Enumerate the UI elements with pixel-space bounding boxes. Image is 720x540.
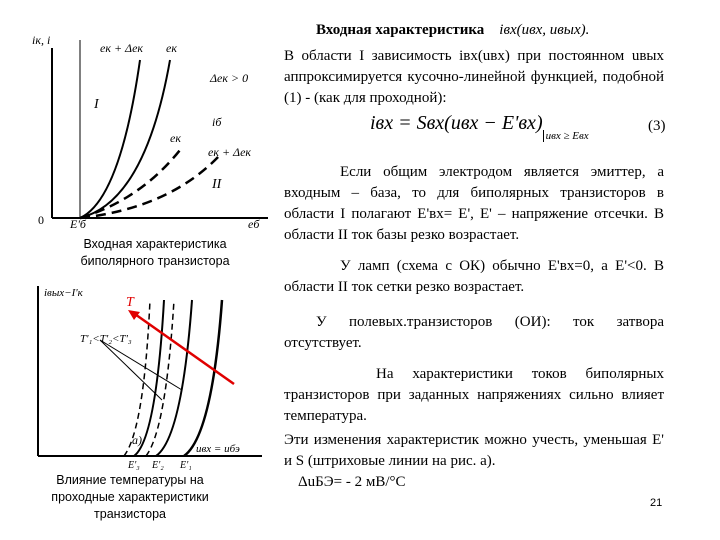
fig1-lbl-ek: eк [166, 41, 177, 55]
fig1-caption [40, 236, 270, 270]
fig1-e0: E'б [70, 217, 86, 230]
fig2-lbl-T: T [126, 295, 134, 310]
fig1-lbl-I: I [94, 97, 99, 112]
fig2-caption-line2: проходные характеристики [51, 490, 209, 504]
fig1-axis-y: iк, i [32, 33, 51, 47]
formula-number: (3) [648, 118, 666, 134]
para-2: Если общим электродом является эмиттер, а входным – база, то для биполярных транзисторов в области I полагают E'вх= E', E' – напряжение отсечки. В области II ток базы резко возрастает. [284, 164, 664, 243]
fig1-origin: 0 [38, 213, 44, 227]
title-formula: iвх(uвх, uвых). [499, 22, 590, 38]
fig1-lbl-ek-de: eк + Δeк [100, 41, 144, 55]
fig1-lbl-ib: iб [212, 115, 222, 129]
fig1-lbl-ek-de2: eк + Δeк [208, 145, 252, 159]
para-1: В области I зависимость iвх(uвх) при постоянном uвых аппроксимируется кусочно-линейной функцией, подобной (1) - (как для проходной): [284, 48, 664, 106]
page-number: 21 [650, 497, 663, 509]
fig2-lbl-e2: E'₂ [152, 460, 164, 470]
fig2-axis-x: uвх = uбэ [196, 443, 240, 455]
para-5: На характеристики токов биполярных транзисторов при заданных напряжениях сильно влияет температура. [284, 366, 664, 424]
fig2-caption [30, 472, 230, 523]
fig2-axis-y: iвых−I'к [44, 287, 83, 299]
fig1-caption-line1: Входная характеристика [83, 237, 227, 251]
fig1-lbl-ek2: eк [170, 131, 181, 145]
title-bold: Входная характеристика [316, 22, 485, 38]
fig1-caption-line2: биполярного транзистора [80, 254, 230, 268]
fig2-lbl-e1: E'₁ [180, 460, 192, 470]
fig2-caption-line1: Влияние температуры на [56, 473, 204, 487]
formula-main [370, 112, 589, 142]
para-6: Эти изменения характеристик можно учесть, уменьшая E' и S (штриховые линии на рис. а). [284, 432, 664, 469]
formula-cond: uвх ≥ Eвх [543, 130, 589, 142]
para-7: ΔuБЭ= - 2 мВ/°С [298, 474, 406, 490]
temp-pointer-1 [100, 340, 162, 400]
formula-lhs: iвх = Sвх(uвх − E'вх) [370, 112, 543, 134]
fig1-axis-x: eб [248, 217, 260, 230]
fig2-lbl-a: а) [132, 433, 142, 447]
para-3: У ламп (схема с ОК) обычно E'вх=0, а E'<0. В области II ток сетки резко возрастает. [284, 258, 664, 295]
input-characteristic-figure [30, 30, 280, 230]
fig1-lbl-II: II [212, 177, 222, 192]
slide-title [316, 22, 589, 39]
fig1-lbl-de-gt: Δeк > 0 [210, 71, 249, 85]
temperature-figure [24, 280, 268, 470]
fig2-caption-line3: транзистора [94, 507, 166, 521]
para-4: У полевых.транзисторов (ОИ): ток затвора отсутствует. [284, 314, 664, 351]
fig2-lbl-e3: E'₃ [128, 460, 140, 470]
fig2-lbl-temp: T'₁<T'₂<T'₃ [80, 333, 132, 345]
